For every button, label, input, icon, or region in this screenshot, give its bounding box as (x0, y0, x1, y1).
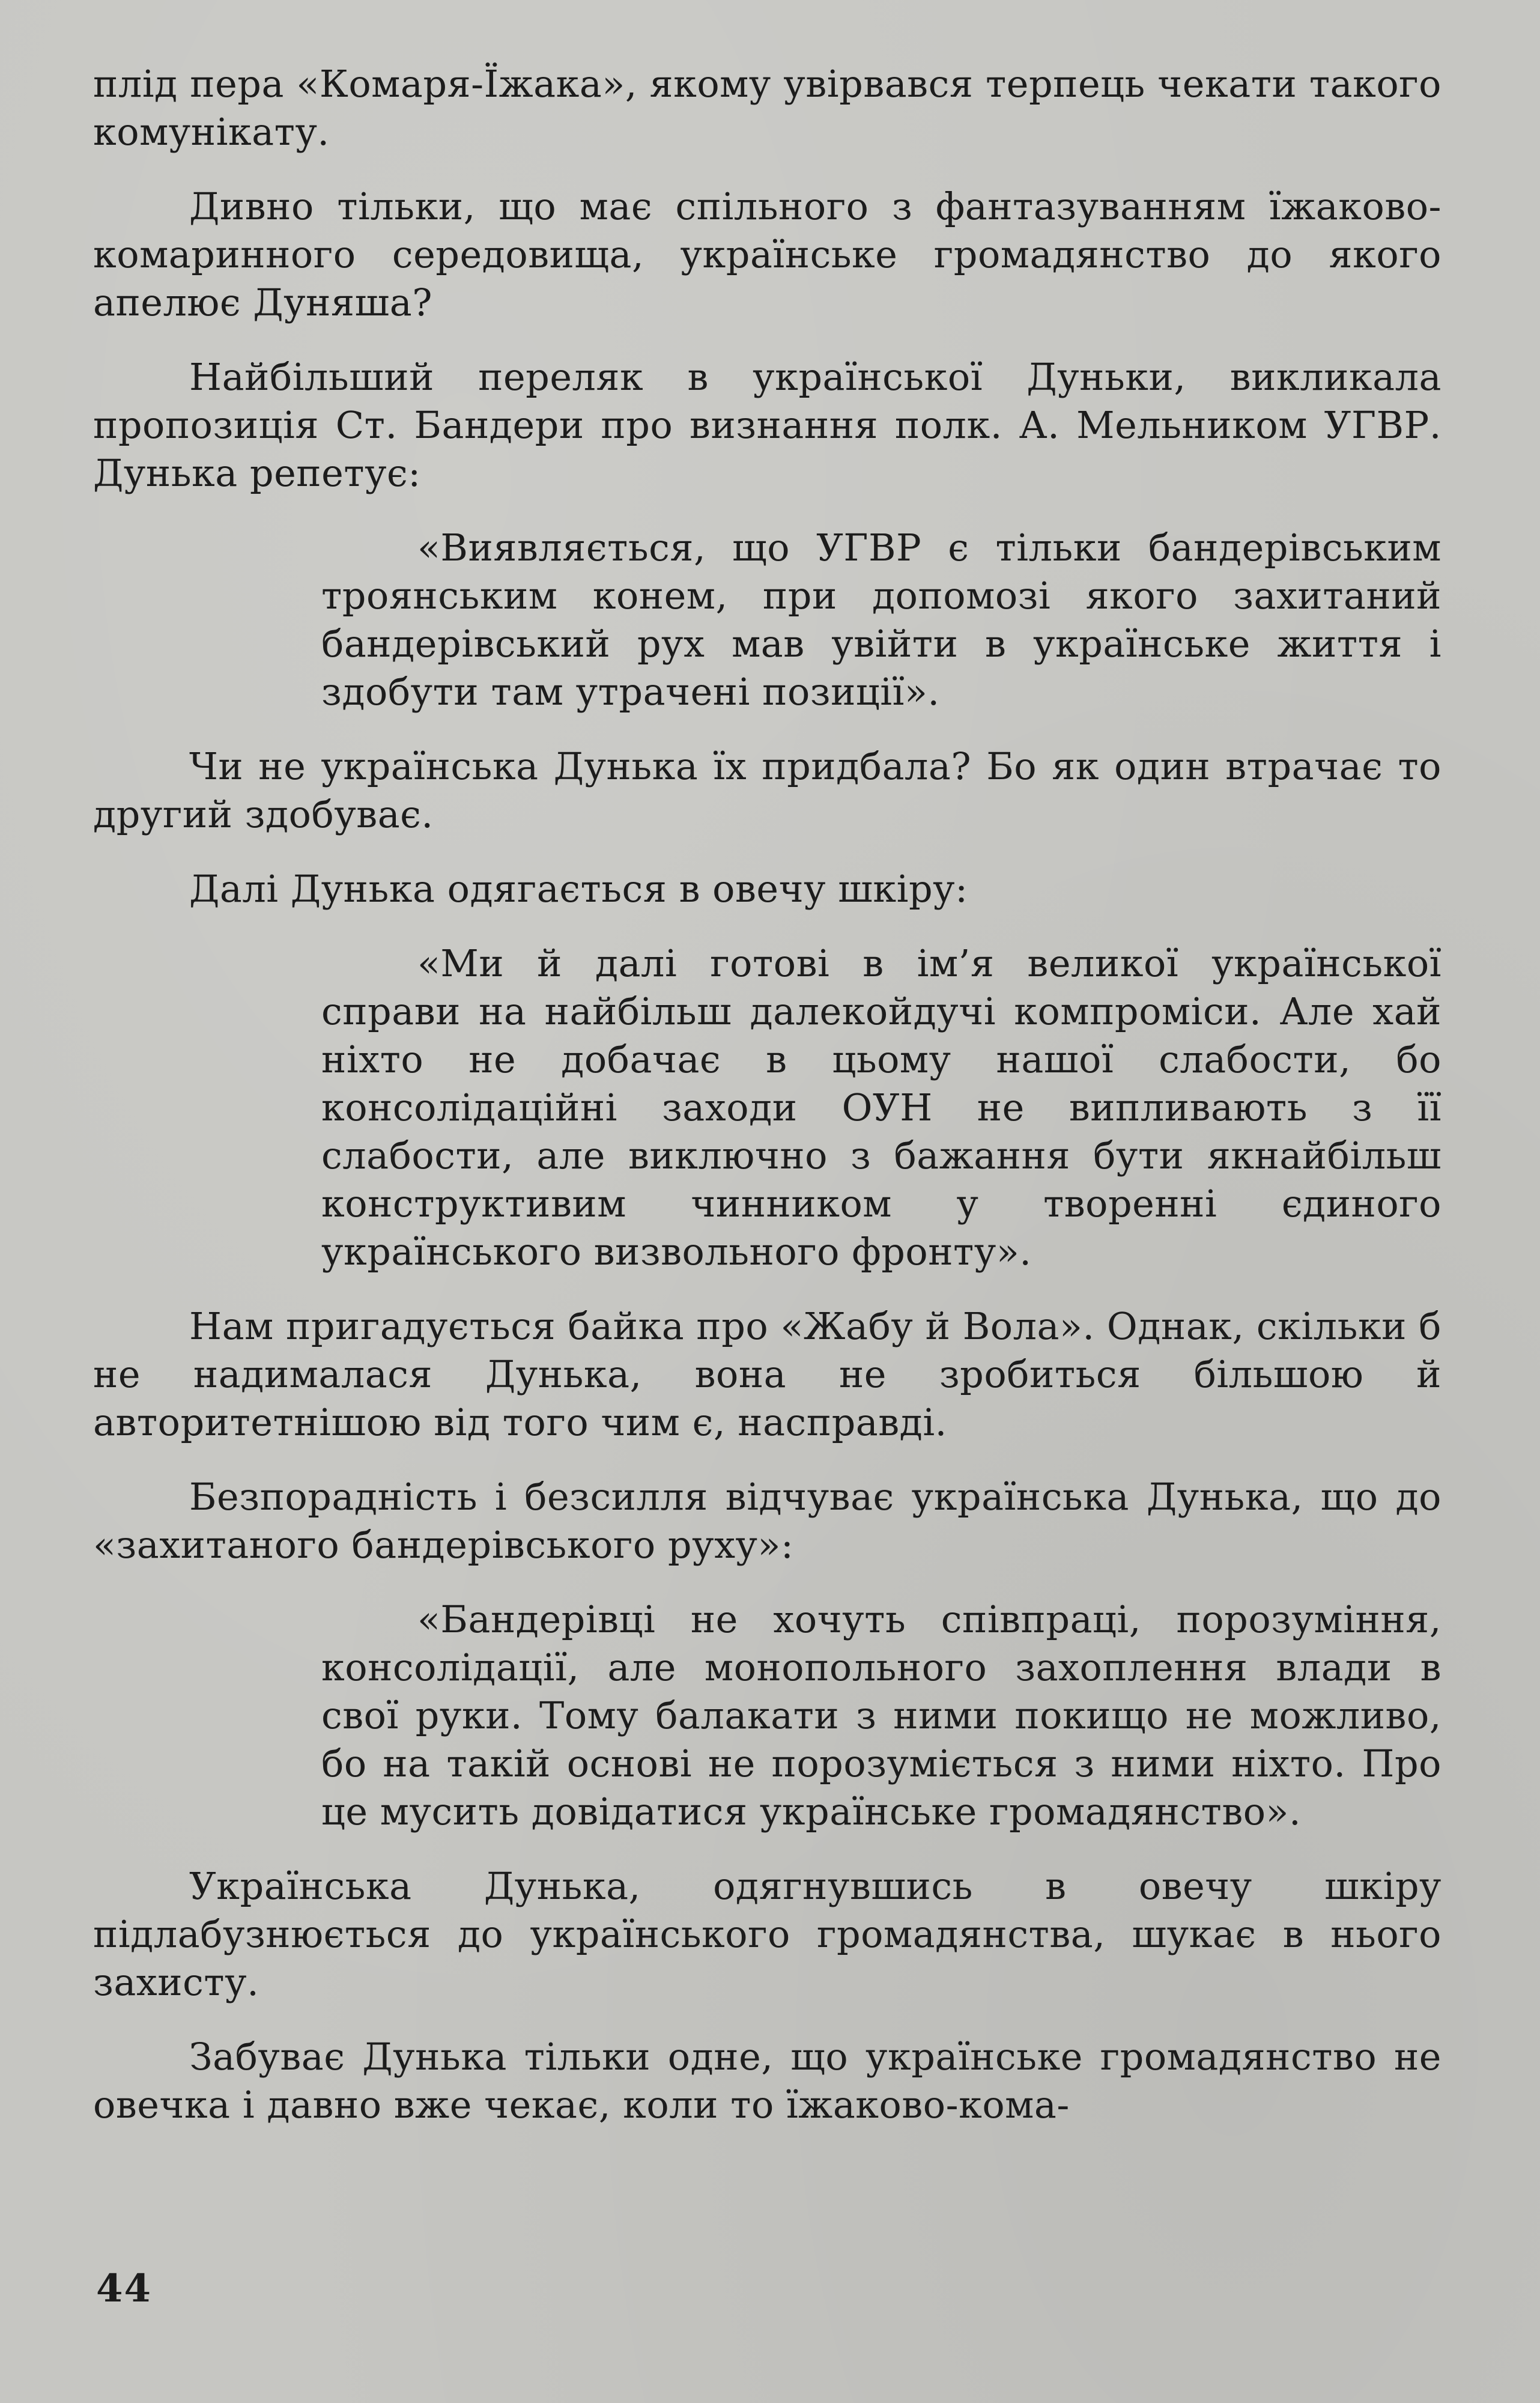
paragraph-7: Безпорадність і безсилля відчуває українська Дунька, що до «захитаного бандерівського руху»: (93, 1475, 1441, 1567)
page-body-text (93, 60, 1441, 2129)
paragraph-6: Нам пригадується байка про «Жабу й Вола». Однак, скільки б не надималася Дунька, вона не зробиться більшою й авторитетнішою від того чим є, насправді. (93, 1304, 1441, 1444)
paragraph-1: плід пера «Комаря-Їжака», якому увірвався терпець чекати такого комунікату. (93, 62, 1441, 154)
paragraph-5: Далі Дунька одягається в овечу шкіру: (189, 867, 968, 911)
paragraph-4: Чи не українська Дунька їх придбала? Бо як один втрачає то другий здобуває. (93, 744, 1441, 836)
paragraph-9: Забуває Дунька тільки одне, що українське громадянство не овечка і давно вже чекає, коли то їжаково-кома- (93, 2035, 1441, 2127)
quote-3: «Бандерівці не хочуть співпраці, порозуміння, консолідації, але монопольного захоплення влади в свої руки. Тому балакати з ними покищо не можливо, бо на такій основі не порозуміється з ними ніхто. Про це мусить довідатися українське громадянство». (321, 1597, 1441, 1833)
paragraph-8: Українська Дунька, одягнувшись в овечу шкіру підлабузнюється до українського громадянства, шукає в нього захисту. (93, 1864, 1441, 2004)
page-number: 44 (96, 2266, 153, 2311)
quote-1: «Виявляється, що УГВР є тільки бандерівським троянським конем, при допомозі якого захитаний бандерівський рух мав увійти в українське життя і здобути там утрачені позиції». (321, 526, 1441, 714)
paragraph-2: Дивно тільки, що має спільного з фантазуванням їжаково-комаринного середовища, українське громадянство до якого апелює Дуняша? (93, 184, 1441, 324)
paragraph-3: Найбільший переляк в української Дуньки, викликала пропозиція Ст. Бандери про визнання полк. А. Мельником УГВР. Дунька репетує: (93, 355, 1441, 495)
quote-2: «Ми й далі готові в ім’я великої української справи на найбільш далекойдучі компроміси. Але хай ніхто не добачає в цьому нашої слабости, бо консолідаційні заходи ОУН не випливають з її слабости, але виключно з бажання бути якнайбільш конструктивим чинником у творенні єдиного українського визвольного фронту». (321, 941, 1441, 1274)
